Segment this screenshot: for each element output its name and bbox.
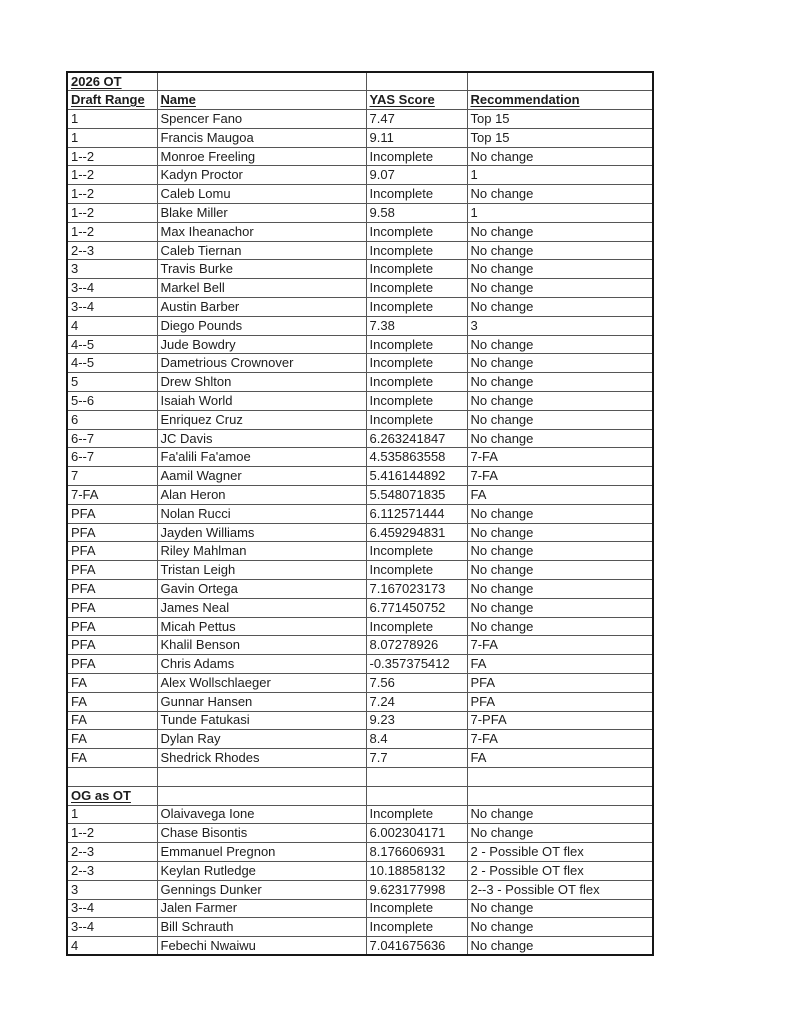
draft-range-cell: 4 xyxy=(67,937,157,956)
recommendation-cell: No change xyxy=(467,937,653,956)
recommendation-cell: 1 xyxy=(467,204,653,223)
table-row xyxy=(67,824,653,843)
recommendation-cell: No change xyxy=(467,185,653,204)
table-row xyxy=(67,880,653,899)
table-row xyxy=(67,392,653,411)
name-cell: Kadyn Proctor xyxy=(157,166,366,185)
recommendation-cell: No change xyxy=(467,392,653,411)
yas-score-cell: Incomplete xyxy=(366,298,467,317)
yas-score-cell: Incomplete xyxy=(366,147,467,166)
draft-range-cell: 2--3 xyxy=(67,843,157,862)
name-cell: Nolan Rucci xyxy=(157,504,366,523)
draft-range-cell: 5 xyxy=(67,373,157,392)
table-row xyxy=(67,561,653,580)
table-row xyxy=(67,918,653,937)
empty-cell xyxy=(157,72,366,91)
draft-range-cell: PFA xyxy=(67,523,157,542)
recommendation-cell: FA xyxy=(467,655,653,674)
table-row xyxy=(67,467,653,486)
yas-score-cell: Incomplete xyxy=(366,260,467,279)
yas-score-cell: 9.623177998 xyxy=(366,880,467,899)
name-cell: Dylan Ray xyxy=(157,730,366,749)
draft-range-cell: 1--2 xyxy=(67,147,157,166)
table-row xyxy=(67,373,653,392)
table-row xyxy=(67,204,653,223)
yas-score-cell: 6.459294831 xyxy=(366,523,467,542)
name-cell: Isaiah World xyxy=(157,392,366,411)
table-row xyxy=(67,542,653,561)
draft-range-cell: 3--4 xyxy=(67,918,157,937)
table-row xyxy=(67,636,653,655)
draft-range-cell: PFA xyxy=(67,561,157,580)
yas-score-cell: 8.176606931 xyxy=(366,843,467,862)
yas-score-cell: Incomplete xyxy=(366,222,467,241)
table-row xyxy=(67,185,653,204)
column-header: Recommendation xyxy=(467,91,653,110)
draft-range-cell: PFA xyxy=(67,542,157,561)
recommendation-cell: No change xyxy=(467,354,653,373)
table-row xyxy=(67,222,653,241)
draft-range-cell: PFA xyxy=(67,655,157,674)
draft-range-cell: PFA xyxy=(67,598,157,617)
empty-cell xyxy=(366,767,467,786)
draft-range-cell: FA xyxy=(67,730,157,749)
yas-score-cell: 6.002304171 xyxy=(366,824,467,843)
recommendation-cell: No change xyxy=(467,580,653,599)
draft-range-cell: 3 xyxy=(67,260,157,279)
name-cell: Markel Bell xyxy=(157,279,366,298)
section-title: 2026 OT xyxy=(67,72,157,91)
table-row xyxy=(67,580,653,599)
yas-score-cell: Incomplete xyxy=(366,279,467,298)
empty-cell xyxy=(157,786,366,805)
draft-range-cell: FA xyxy=(67,674,157,693)
yas-score-cell: 9.07 xyxy=(366,166,467,185)
table-row xyxy=(67,335,653,354)
yas-score-cell: 7.47 xyxy=(366,110,467,129)
yas-score-cell: Incomplete xyxy=(366,392,467,411)
name-cell: Micah Pettus xyxy=(157,617,366,636)
recommendation-cell: No change xyxy=(467,373,653,392)
column-header: Draft Range xyxy=(67,91,157,110)
recommendation-cell: 2 - Possible OT flex xyxy=(467,843,653,862)
name-cell: Caleb Tiernan xyxy=(157,241,366,260)
draft-range-cell: FA xyxy=(67,692,157,711)
draft-range-cell: 2--3 xyxy=(67,861,157,880)
yas-score-cell: Incomplete xyxy=(366,918,467,937)
yas-score-cell: 8.4 xyxy=(366,730,467,749)
table-row xyxy=(67,448,653,467)
draft-range-cell: 1--2 xyxy=(67,204,157,223)
table-row xyxy=(67,486,653,505)
table-row xyxy=(67,354,653,373)
table-row xyxy=(67,674,653,693)
draft-range-cell: FA xyxy=(67,749,157,768)
recommendation-cell: No change xyxy=(467,598,653,617)
name-cell: Max Iheanachor xyxy=(157,222,366,241)
name-cell: Blake Miller xyxy=(157,204,366,223)
recommendation-cell: 3 xyxy=(467,316,653,335)
column-header: Name xyxy=(157,91,366,110)
name-cell: Shedrick Rhodes xyxy=(157,749,366,768)
section-title-row xyxy=(67,72,653,91)
yas-score-cell: 6.112571444 xyxy=(366,504,467,523)
draft-range-cell: 4 xyxy=(67,316,157,335)
recommendation-cell: No change xyxy=(467,918,653,937)
table-row xyxy=(67,899,653,918)
recommendation-cell: No change xyxy=(467,805,653,824)
name-cell: Chris Adams xyxy=(157,655,366,674)
column-header: YAS Score xyxy=(366,91,467,110)
recommendation-cell: No change xyxy=(467,147,653,166)
table-row xyxy=(67,429,653,448)
yas-score-cell: Incomplete xyxy=(366,354,467,373)
recommendation-cell: No change xyxy=(467,410,653,429)
yas-score-cell: Incomplete xyxy=(366,805,467,824)
yas-score-cell: Incomplete xyxy=(366,899,467,918)
table-row xyxy=(67,805,653,824)
recommendation-cell: No change xyxy=(467,298,653,317)
table-row xyxy=(67,166,653,185)
name-cell: Monroe Freeling xyxy=(157,147,366,166)
name-cell: Febechi Nwaiwu xyxy=(157,937,366,956)
recommendation-cell: No change xyxy=(467,523,653,542)
recommendation-cell: 7-FA xyxy=(467,467,653,486)
yas-score-cell: 9.23 xyxy=(366,711,467,730)
recommendation-cell: PFA xyxy=(467,692,653,711)
recommendation-cell: 2 - Possible OT flex xyxy=(467,861,653,880)
table-row xyxy=(67,861,653,880)
yas-score-cell: 7.041675636 xyxy=(366,937,467,956)
yas-score-cell: 9.11 xyxy=(366,128,467,147)
draft-range-cell: FA xyxy=(67,711,157,730)
yas-score-cell: Incomplete xyxy=(366,410,467,429)
name-cell: Gennings Dunker xyxy=(157,880,366,899)
recommendation-cell: 7-FA xyxy=(467,730,653,749)
name-cell: Gavin Ortega xyxy=(157,580,366,599)
name-cell: Aamil Wagner xyxy=(157,467,366,486)
yas-score-cell: 7.167023173 xyxy=(366,580,467,599)
table-row xyxy=(67,410,653,429)
name-cell: JC Davis xyxy=(157,429,366,448)
name-cell: Riley Mahlman xyxy=(157,542,366,561)
name-cell: Spencer Fano xyxy=(157,110,366,129)
table-row xyxy=(67,730,653,749)
table-row xyxy=(67,316,653,335)
recommendation-cell: No change xyxy=(467,504,653,523)
yas-score-cell: 4.535863558 xyxy=(366,448,467,467)
draft-range-cell: 1--2 xyxy=(67,824,157,843)
name-cell: Drew Shlton xyxy=(157,373,366,392)
empty-cell xyxy=(157,767,366,786)
draft-range-cell: 3--4 xyxy=(67,899,157,918)
draft-range-cell: 6 xyxy=(67,410,157,429)
column-header-row xyxy=(67,91,653,110)
recommendation-cell: 1 xyxy=(467,166,653,185)
draft-range-cell: 1 xyxy=(67,805,157,824)
draft-range-cell: 3 xyxy=(67,880,157,899)
table-row xyxy=(67,617,653,636)
empty-cell xyxy=(467,72,653,91)
recommendation-cell: No change xyxy=(467,429,653,448)
recommendation-cell: No change xyxy=(467,824,653,843)
yas-score-cell: 5.548071835 xyxy=(366,486,467,505)
table-row xyxy=(67,147,653,166)
draft-range-cell: 2--3 xyxy=(67,241,157,260)
recommendation-cell: No change xyxy=(467,279,653,298)
draft-range-cell: PFA xyxy=(67,504,157,523)
name-cell: Jayden Williams xyxy=(157,523,366,542)
draft-range-cell: 1--2 xyxy=(67,166,157,185)
yas-score-cell: 9.58 xyxy=(366,204,467,223)
draft-range-cell: 3--4 xyxy=(67,298,157,317)
draft-range-cell: 7 xyxy=(67,467,157,486)
table-row xyxy=(67,128,653,147)
name-cell: Keylan Rutledge xyxy=(157,861,366,880)
empty-cell xyxy=(366,786,467,805)
recommendation-cell: 7-PFA xyxy=(467,711,653,730)
yas-score-cell: 6.771450752 xyxy=(366,598,467,617)
name-cell: Enriquez Cruz xyxy=(157,410,366,429)
yas-score-cell: Incomplete xyxy=(366,185,467,204)
name-cell: Francis Maugoa xyxy=(157,128,366,147)
yas-score-cell: -0.357375412 xyxy=(366,655,467,674)
draft-range-cell: 3--4 xyxy=(67,279,157,298)
name-cell: Travis Burke xyxy=(157,260,366,279)
table-row xyxy=(67,843,653,862)
name-cell: Olaivavega Ione xyxy=(157,805,366,824)
table-row xyxy=(67,298,653,317)
recommendation-cell: No change xyxy=(467,542,653,561)
yas-score-cell: Incomplete xyxy=(366,542,467,561)
name-cell: Bill Schrauth xyxy=(157,918,366,937)
draft-range-cell: 1 xyxy=(67,128,157,147)
name-cell: Emmanuel Pregnon xyxy=(157,843,366,862)
name-cell: Jalen Farmer xyxy=(157,899,366,918)
name-cell: Alan Heron xyxy=(157,486,366,505)
draft-range-cell: PFA xyxy=(67,617,157,636)
yas-score-cell: Incomplete xyxy=(366,561,467,580)
name-cell: James Neal xyxy=(157,598,366,617)
name-cell: Fa'alili Fa'amoe xyxy=(157,448,366,467)
empty-cell xyxy=(366,72,467,91)
draft-range-cell: 1--2 xyxy=(67,185,157,204)
empty-cell xyxy=(67,767,157,786)
empty-cell xyxy=(467,786,653,805)
draft-range-cell: 7-FA xyxy=(67,486,157,505)
table-row xyxy=(67,110,653,129)
table-row xyxy=(67,692,653,711)
recommendation-cell: 7-FA xyxy=(467,636,653,655)
recommendation-cell: No change xyxy=(467,617,653,636)
table-row xyxy=(67,655,653,674)
name-cell: Caleb Lomu xyxy=(157,185,366,204)
draft-range-cell: 6--7 xyxy=(67,448,157,467)
table-row xyxy=(67,260,653,279)
yas-score-cell: Incomplete xyxy=(366,373,467,392)
table-row xyxy=(67,279,653,298)
name-cell: Diego Pounds xyxy=(157,316,366,335)
draft-range-cell: PFA xyxy=(67,580,157,599)
yas-score-cell: 7.38 xyxy=(366,316,467,335)
draft-range-cell: 6--7 xyxy=(67,429,157,448)
recommendation-cell: FA xyxy=(467,486,653,505)
name-cell: Tristan Leigh xyxy=(157,561,366,580)
name-cell: Khalil Benson xyxy=(157,636,366,655)
table-row xyxy=(67,523,653,542)
recommendation-cell: FA xyxy=(467,749,653,768)
recommendation-cell: No change xyxy=(467,260,653,279)
table-row xyxy=(67,598,653,617)
draft-range-cell: 1 xyxy=(67,110,157,129)
draft-range-cell: 4--5 xyxy=(67,354,157,373)
name-cell: Tunde Fatukasi xyxy=(157,711,366,730)
name-cell: Austin Barber xyxy=(157,298,366,317)
name-cell: Chase Bisontis xyxy=(157,824,366,843)
recommendation-cell: No change xyxy=(467,561,653,580)
name-cell: Alex Wollschlaeger xyxy=(157,674,366,693)
table-row xyxy=(67,241,653,260)
draft-range-cell: 5--6 xyxy=(67,392,157,411)
empty-cell xyxy=(467,767,653,786)
spacer-row xyxy=(67,767,653,786)
table-row xyxy=(67,504,653,523)
name-cell: Dametrious Crownover xyxy=(157,354,366,373)
recommendation-cell: No change xyxy=(467,899,653,918)
yas-score-cell: 8.07278926 xyxy=(366,636,467,655)
name-cell: Gunnar Hansen xyxy=(157,692,366,711)
table-row xyxy=(67,937,653,956)
recommendation-cell: No change xyxy=(467,222,653,241)
recommendation-cell: No change xyxy=(467,241,653,260)
yas-score-cell: Incomplete xyxy=(366,335,467,354)
name-cell: Jude Bowdry xyxy=(157,335,366,354)
yas-score-cell: 6.263241847 xyxy=(366,429,467,448)
draft-range-cell: 4--5 xyxy=(67,335,157,354)
draft-range-cell: PFA xyxy=(67,636,157,655)
recommendation-cell: Top 15 xyxy=(467,128,653,147)
yas-score-cell: 10.18858132 xyxy=(366,861,467,880)
yas-score-cell: 7.56 xyxy=(366,674,467,693)
table-row xyxy=(67,711,653,730)
yas-score-cell: 5.416144892 xyxy=(366,467,467,486)
yas-score-cell: Incomplete xyxy=(366,617,467,636)
yas-score-cell: Incomplete xyxy=(366,241,467,260)
recommendation-cell: 2--3 - Possible OT flex xyxy=(467,880,653,899)
table-row xyxy=(67,749,653,768)
yas-score-cell: 7.7 xyxy=(366,749,467,768)
section-title: OG as OT xyxy=(67,786,157,805)
recommendation-cell: Top 15 xyxy=(467,110,653,129)
draft-ranges-table xyxy=(66,71,654,956)
recommendation-cell: No change xyxy=(467,335,653,354)
recommendation-cell: PFA xyxy=(467,674,653,693)
recommendation-cell: 7-FA xyxy=(467,448,653,467)
draft-range-cell: 1--2 xyxy=(67,222,157,241)
yas-score-cell: 7.24 xyxy=(366,692,467,711)
section-title-row xyxy=(67,786,653,805)
